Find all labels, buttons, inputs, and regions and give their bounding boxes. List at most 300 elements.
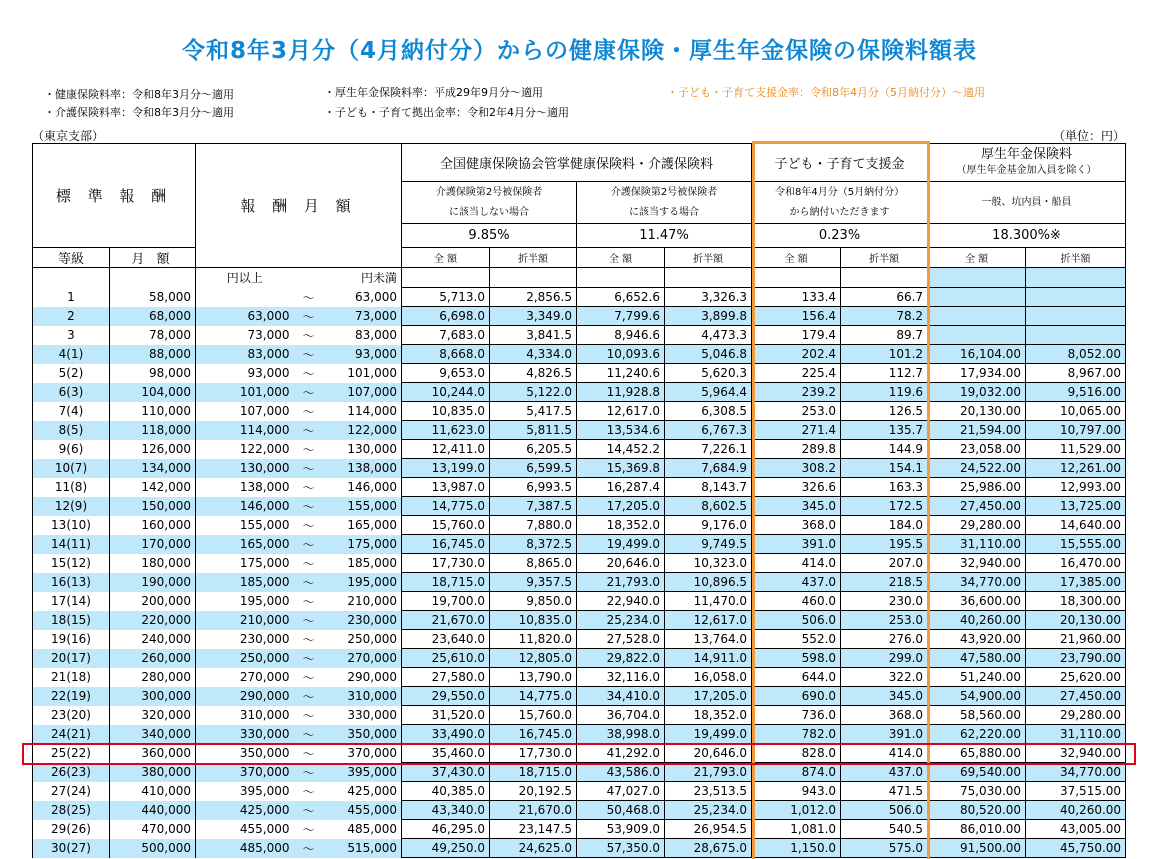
table-row <box>33 402 1126 421</box>
cell-nc-half: 23,147.5 <box>490 820 577 839</box>
cell-nc-half: 16,745.0 <box>490 725 577 744</box>
table-row <box>33 839 1126 858</box>
cell-p-half: 32,940.00 <box>1026 744 1126 763</box>
cell-c-full: 25,234.0 <box>577 611 665 630</box>
cell-to: 395,000 <box>324 763 402 782</box>
cell-ch-full: 644.0 <box>752 668 841 687</box>
cell-c-full: 13,534.6 <box>577 421 665 440</box>
cell-p-full: 58,560.00 <box>928 706 1026 725</box>
cell-ch-half: 506.0 <box>841 801 928 820</box>
cell-nc-full: 29,550.0 <box>402 687 490 706</box>
cell-from: 485,000 <box>196 839 294 858</box>
cell-c-full: 10,093.6 <box>577 345 665 364</box>
cell-tilde: ～ <box>302 670 315 685</box>
cell-nc-full: 25,610.0 <box>402 649 490 668</box>
cell-nc-half: 4,334.0 <box>490 345 577 364</box>
cell-nc-full: 15,760.0 <box>402 516 490 535</box>
cell-nc-full: 13,987.0 <box>402 478 490 497</box>
cell-c-full: 21,793.0 <box>577 573 665 592</box>
cell-tilde: ～ <box>302 632 315 647</box>
cell-from: 185,000 <box>196 573 294 592</box>
cell-nc-full: 18,715.0 <box>402 573 490 592</box>
cell-nc-full: 8,668.0 <box>402 345 490 364</box>
cell-ch-full: 326.6 <box>752 478 841 497</box>
cell-c-half: 5,964.4 <box>665 383 752 402</box>
rate-no-care: 9.85% <box>402 224 577 248</box>
cell-ch-full: 460.0 <box>752 592 841 611</box>
cell-p-full: 24,522.00 <box>928 459 1026 478</box>
table-row <box>33 820 1126 839</box>
caption-c-half-spacer <box>665 268 752 288</box>
note-child-support: ・子ども・子育て支援金率：令和8年4月分（5月納付分）～適用 <box>667 86 985 99</box>
cell-p-half: 45,750.00 <box>1026 839 1126 858</box>
cell-nc-half: 2,856.5 <box>490 288 577 307</box>
cell-tilde: ～ <box>294 307 324 326</box>
note-pension-rate: ・厚生年金保険料率：平成29年9月分～適用 <box>324 86 543 99</box>
cell-ch-full: 133.4 <box>752 288 841 307</box>
table-row <box>33 725 1126 744</box>
table-row <box>33 345 1126 364</box>
header-nc-full: 全 額 <box>402 248 490 268</box>
cell-c-full: 12,617.0 <box>577 402 665 421</box>
cell-from: 93,000 <box>196 364 294 383</box>
cell-monthly: 320,000 <box>110 706 196 725</box>
table-row <box>33 535 1126 554</box>
cell-from: 290,000 <box>196 687 294 706</box>
cell-c-half: 6,767.3 <box>665 421 752 440</box>
page-title: 令和8年3月分（4月納付分）からの健康保険・厚生年金保険の保険料額表 <box>181 38 977 64</box>
cell-tilde: ～ <box>294 459 324 478</box>
cell-grade: 17(14) <box>33 592 110 611</box>
cell-ch-full: 874.0 <box>752 763 841 782</box>
cell-p-full: 91,500.00 <box>928 839 1026 858</box>
cell-ch-full: 943.0 <box>752 782 841 801</box>
header-no-care-line1: 介護保険第2号被保険者 <box>435 186 543 198</box>
cell-p-full: 36,600.00 <box>928 592 1026 611</box>
cell-from: 83,000 <box>196 345 294 364</box>
cell-monthly: 78,000 <box>110 326 196 345</box>
cell-c-full: 38,998.0 <box>577 725 665 744</box>
cell-c-half: 21,793.0 <box>665 763 752 782</box>
cell-grade: 5(2) <box>33 364 110 383</box>
header-c-half: 折半額 <box>665 248 752 268</box>
cell-ch-half: 253.0 <box>841 611 928 630</box>
cell-nc-full: 10,244.0 <box>402 383 490 402</box>
cell-c-half: 14,911.0 <box>665 649 752 668</box>
cell-p-half: 15,555.00 <box>1026 535 1126 554</box>
cell-nc-full: 35,460.0 <box>402 744 490 763</box>
header-no-care <box>402 182 577 224</box>
cell-grade: 13(10) <box>33 516 110 535</box>
cell-p-full: 19,032.00 <box>928 383 1026 402</box>
cell-ch-half: 540.5 <box>841 820 928 839</box>
cell-ch-full: 736.0 <box>752 706 841 725</box>
cell-to: 155,000 <box>324 497 402 516</box>
cell-nc-full: 12,411.0 <box>402 440 490 459</box>
cell-ch-half: 89.7 <box>841 326 928 345</box>
cell-nc-full: 31,520.0 <box>402 706 490 725</box>
header-pension-sub: （厚生年金基金加入員を除く） <box>956 164 1097 176</box>
cell-grade: 1 <box>33 288 110 307</box>
cell-c-half: 28,675.0 <box>665 839 752 858</box>
header-remuneration-monthly: 報 酬 月 額 <box>196 144 402 268</box>
cell-monthly: 190,000 <box>110 573 196 592</box>
cell-c-half: 7,226.1 <box>665 440 752 459</box>
cell-from <box>196 288 294 307</box>
table-row <box>33 630 1126 649</box>
cell-p-full: 75,030.00 <box>928 782 1026 801</box>
cell-grade: 24(21) <box>33 725 110 744</box>
caption-to: 円未満 <box>324 268 402 288</box>
cell-nc-half: 11,820.0 <box>490 630 577 649</box>
cell-ch-half: 119.6 <box>841 383 928 402</box>
cell-ch-half: 207.0 <box>841 554 928 573</box>
cell-c-full: 32,116.0 <box>577 668 665 687</box>
cell-p-full: 29,280.00 <box>928 516 1026 535</box>
cell-ch-full: 308.2 <box>752 459 841 478</box>
table-row <box>33 326 1126 345</box>
cell-grade: 20(17) <box>33 649 110 668</box>
cell-p-full: 40,260.00 <box>928 611 1026 630</box>
cell-to: 230,000 <box>324 611 402 630</box>
cell-monthly: 118,000 <box>110 421 196 440</box>
cell-grade: 6(3) <box>33 383 110 402</box>
cell-monthly: 104,000 <box>110 383 196 402</box>
cell-grade: 2 <box>33 307 110 326</box>
cell-p-full <box>928 288 1026 307</box>
cell-nc-full: 27,580.0 <box>402 668 490 687</box>
cell-to: 83,000 <box>324 326 402 345</box>
cell-c-full: 7,799.6 <box>577 307 665 326</box>
cell-c-half: 6,308.5 <box>665 402 752 421</box>
cell-from: 122,000 <box>196 440 294 459</box>
cell-c-full: 41,292.0 <box>577 744 665 763</box>
cell-p-full: 23,058.00 <box>928 440 1026 459</box>
table-row <box>33 440 1126 459</box>
cell-tilde: ～ <box>302 708 315 723</box>
cell-p-half <box>1026 288 1126 307</box>
cell-c-full: 8,946.6 <box>577 326 665 345</box>
cell-ch-full: 391.0 <box>752 535 841 554</box>
cell-ch-full: 828.0 <box>752 744 841 763</box>
table-row <box>33 782 1126 801</box>
cell-nc-half: 4,826.5 <box>490 364 577 383</box>
cell-tilde: ～ <box>294 611 324 630</box>
cell-to: 185,000 <box>324 554 402 573</box>
cell-c-half: 5,046.8 <box>665 345 752 364</box>
cell-c-half: 25,234.0 <box>665 801 752 820</box>
cell-ch-half: 437.0 <box>841 763 928 782</box>
cell-ch-full: 414.0 <box>752 554 841 573</box>
cell-c-full: 6,652.6 <box>577 288 665 307</box>
cell-tilde: ～ <box>302 290 315 305</box>
cell-from: 114,000 <box>196 421 294 440</box>
cell-nc-half: 9,850.0 <box>490 592 577 611</box>
cell-nc-half: 6,205.5 <box>490 440 577 459</box>
cell-monthly: 260,000 <box>110 649 196 668</box>
cell-p-half: 18,300.00 <box>1026 592 1126 611</box>
cell-nc-full: 17,730.0 <box>402 554 490 573</box>
cell-to: 130,000 <box>324 440 402 459</box>
cell-ch-full: 202.4 <box>752 345 841 364</box>
cell-p-full: 62,220.00 <box>928 725 1026 744</box>
cell-nc-full: 5,713.0 <box>402 288 490 307</box>
cell-monthly: 58,000 <box>110 288 196 307</box>
cell-c-full: 50,468.0 <box>577 801 665 820</box>
cell-to: 101,000 <box>324 364 402 383</box>
cell-ch-full: 289.8 <box>752 440 841 459</box>
cell-p-half: 8,967.00 <box>1026 364 1126 383</box>
cell-nc-full: 46,295.0 <box>402 820 490 839</box>
cell-c-half: 12,617.0 <box>665 611 752 630</box>
cell-nc-half: 9,357.5 <box>490 573 577 592</box>
cell-nc-full: 10,835.0 <box>402 402 490 421</box>
cell-to: 270,000 <box>324 649 402 668</box>
header-care <box>577 182 752 224</box>
cell-c-half: 20,646.0 <box>665 744 752 763</box>
cell-monthly: 360,000 <box>110 744 196 763</box>
cell-ch-half: 163.3 <box>841 478 928 497</box>
cell-nc-half: 18,715.0 <box>490 763 577 782</box>
cell-monthly: 68,000 <box>110 307 196 326</box>
cell-p-half: 40,260.00 <box>1026 801 1126 820</box>
cell-ch-full: 156.4 <box>752 307 841 326</box>
table-row <box>33 687 1126 706</box>
cell-nc-half: 8,372.5 <box>490 535 577 554</box>
cell-c-full: 47,027.0 <box>577 782 665 801</box>
cell-grade: 12(9) <box>33 497 110 516</box>
cell-to: 425,000 <box>324 782 402 801</box>
cell-nc-half: 20,192.5 <box>490 782 577 801</box>
cell-c-full: 57,350.0 <box>577 839 665 858</box>
cell-ch-half: 218.5 <box>841 573 928 592</box>
cell-to: 107,000 <box>324 383 402 402</box>
table-row <box>33 763 1126 782</box>
cell-ch-full: 552.0 <box>752 630 841 649</box>
cell-ch-half: 322.0 <box>841 668 928 687</box>
table-row <box>33 307 1126 326</box>
cell-c-full: 11,240.6 <box>577 364 665 383</box>
cell-from: 73,000 <box>196 326 294 345</box>
cell-ch-half: 575.0 <box>841 839 928 858</box>
table-row <box>33 383 1126 402</box>
cell-p-half <box>1026 307 1126 326</box>
cell-p-full: 86,010.00 <box>928 820 1026 839</box>
header-child-sub <box>752 182 928 224</box>
cell-c-half: 19,499.0 <box>665 725 752 744</box>
header-pension-type: 一般、坑内員・船員 <box>928 182 1126 224</box>
caption-nc-half-spacer <box>490 268 577 288</box>
caption-ch-full-spacer <box>752 268 841 288</box>
table-row <box>33 421 1126 440</box>
cell-c-full: 43,586.0 <box>577 763 665 782</box>
cell-nc-half: 3,841.5 <box>490 326 577 345</box>
cell-c-full: 17,205.0 <box>577 497 665 516</box>
cell-grade: 28(25) <box>33 801 110 820</box>
rate-pension: 18.300%※ <box>928 224 1126 248</box>
cell-p-half: 14,640.00 <box>1026 516 1126 535</box>
cell-ch-half: 276.0 <box>841 630 928 649</box>
cell-nc-full: 33,490.0 <box>402 725 490 744</box>
header-p-full: 全 額 <box>928 248 1026 268</box>
table-row <box>33 497 1126 516</box>
header-no-care-line2: に該当しない場合 <box>449 206 530 218</box>
cell-c-half: 10,323.0 <box>665 554 752 573</box>
header-standard-remuneration: 標 準 報 酬 <box>33 144 196 248</box>
cell-p-half: 9,516.00 <box>1026 383 1126 402</box>
cell-ch-half: 471.5 <box>841 782 928 801</box>
cell-nc-half: 17,730.0 <box>490 744 577 763</box>
header-grade: 等級 <box>33 248 110 268</box>
cell-nc-half: 14,775.0 <box>490 687 577 706</box>
cell-c-half: 3,326.3 <box>665 288 752 307</box>
cell-c-half: 8,143.7 <box>665 478 752 497</box>
cell-c-full: 14,452.2 <box>577 440 665 459</box>
cell-ch-full: 271.4 <box>752 421 841 440</box>
cell-p-full: 17,934.00 <box>928 364 1026 383</box>
cell-ch-full: 253.0 <box>752 402 841 421</box>
caption-p-full-spacer <box>928 268 1026 288</box>
cell-c-half: 8,602.5 <box>665 497 752 516</box>
cell-grade: 27(24) <box>33 782 110 801</box>
cell-ch-half: 230.0 <box>841 592 928 611</box>
cell-p-full <box>928 307 1026 326</box>
cell-c-full: 16,287.4 <box>577 478 665 497</box>
cell-c-half: 9,176.0 <box>665 516 752 535</box>
cell-p-half: 27,450.00 <box>1026 687 1126 706</box>
cell-grade: 9(6) <box>33 440 110 459</box>
cell-c-full: 29,822.0 <box>577 649 665 668</box>
cell-tilde: ～ <box>294 421 324 440</box>
cell-p-full: 32,940.00 <box>928 554 1026 573</box>
cell-c-half: 5,620.3 <box>665 364 752 383</box>
cell-p-full: 51,240.00 <box>928 668 1026 687</box>
cell-tilde: ～ <box>294 763 324 782</box>
note-health-rate: ・健康保険料率：令和8年3月分～適用 <box>44 88 234 101</box>
cell-nc-full: 40,385.0 <box>402 782 490 801</box>
cell-ch-half: 391.0 <box>841 725 928 744</box>
cell-to: 250,000 <box>324 630 402 649</box>
cell-nc-full: 37,430.0 <box>402 763 490 782</box>
cell-from: 425,000 <box>196 801 294 820</box>
cell-p-half: 23,790.00 <box>1026 649 1126 668</box>
cell-grade: 15(12) <box>33 554 110 573</box>
cell-to: 370,000 <box>324 744 402 763</box>
cell-tilde: ～ <box>294 801 324 820</box>
header-child-sub-line2: から納付いただきます <box>789 206 890 218</box>
cell-monthly: 200,000 <box>110 592 196 611</box>
cell-p-half: 10,797.00 <box>1026 421 1126 440</box>
cell-monthly: 410,000 <box>110 782 196 801</box>
header-care-line2: に該当する場合 <box>629 206 700 218</box>
cell-monthly: 220,000 <box>110 611 196 630</box>
cell-monthly: 150,000 <box>110 497 196 516</box>
cell-to: 73,000 <box>324 307 402 326</box>
header-child-group: 子ども・子育て支援金 <box>752 144 928 182</box>
branch-label: （東京支部） <box>32 129 105 143</box>
cell-nc-full: 6,698.0 <box>402 307 490 326</box>
cell-nc-full: 13,199.0 <box>402 459 490 478</box>
cell-from: 370,000 <box>196 763 294 782</box>
cell-grade: 8(5) <box>33 421 110 440</box>
cell-to: 146,000 <box>324 478 402 497</box>
cell-ch-full: 782.0 <box>752 725 841 744</box>
cell-from: 175,000 <box>196 554 294 573</box>
cell-grade: 22(19) <box>33 687 110 706</box>
cell-c-half: 13,764.0 <box>665 630 752 649</box>
cell-p-full: 21,594.00 <box>928 421 1026 440</box>
cell-p-half: 13,725.00 <box>1026 497 1126 516</box>
cell-ch-half: 154.1 <box>841 459 928 478</box>
cell-to: 114,000 <box>324 402 402 421</box>
cell-ch-full: 239.2 <box>752 383 841 402</box>
cell-grade: 16(13) <box>33 573 110 592</box>
table-row <box>33 364 1126 383</box>
cell-p-half: 16,470.00 <box>1026 554 1126 573</box>
cell-from: 330,000 <box>196 725 294 744</box>
cell-tilde: ～ <box>302 366 315 381</box>
cell-nc-half: 7,880.0 <box>490 516 577 535</box>
cell-nc-half: 6,599.5 <box>490 459 577 478</box>
cell-nc-full: 14,775.0 <box>402 497 490 516</box>
header-pension-title: 厚生年金保険料 <box>981 146 1073 162</box>
cell-to: 175,000 <box>324 535 402 554</box>
cell-tilde: ～ <box>294 839 324 858</box>
cell-tilde: ～ <box>302 442 315 457</box>
note-child-contribution: ・子ども・子育て拠出金率：令和2年4月分～適用 <box>324 106 569 119</box>
caption-nc-full-spacer <box>402 268 490 288</box>
cell-tilde: ～ <box>302 518 315 533</box>
cell-from: 195,000 <box>196 592 294 611</box>
cell-ch-half: 101.2 <box>841 345 928 364</box>
cell-from: 270,000 <box>196 668 294 687</box>
cell-to: 195,000 <box>324 573 402 592</box>
cell-monthly: 440,000 <box>110 801 196 820</box>
table-row <box>33 668 1126 687</box>
cell-monthly: 500,000 <box>110 839 196 858</box>
cell-from: 230,000 <box>196 630 294 649</box>
cell-p-full: 34,770.00 <box>928 573 1026 592</box>
cell-grade: 19(16) <box>33 630 110 649</box>
cell-from: 155,000 <box>196 516 294 535</box>
cell-nc-full: 21,670.0 <box>402 611 490 630</box>
cell-p-full: 27,450.00 <box>928 497 1026 516</box>
cell-p-half: 25,620.00 <box>1026 668 1126 687</box>
header-c-full: 全 額 <box>577 248 665 268</box>
cell-c-full: 36,704.0 <box>577 706 665 725</box>
cell-ch-full: 368.0 <box>752 516 841 535</box>
rate-care: 11.47% <box>577 224 752 248</box>
cell-monthly: 126,000 <box>110 440 196 459</box>
cell-ch-half: 172.5 <box>841 497 928 516</box>
cell-grade: 23(20) <box>33 706 110 725</box>
cell-tilde: ～ <box>294 345 324 364</box>
cell-nc-half: 10,835.0 <box>490 611 577 630</box>
cell-to: 455,000 <box>324 801 402 820</box>
cell-c-full: 22,940.0 <box>577 592 665 611</box>
cell-c-full: 34,410.0 <box>577 687 665 706</box>
cell-nc-half: 13,790.0 <box>490 668 577 687</box>
table-row <box>33 801 1126 820</box>
cell-p-full: 47,580.00 <box>928 649 1026 668</box>
cell-to: 93,000 <box>324 345 402 364</box>
header-nc-half: 折半額 <box>490 248 577 268</box>
cell-nc-half: 8,865.0 <box>490 554 577 573</box>
cell-c-half: 17,205.0 <box>665 687 752 706</box>
header-care-line1: 介護保険第2号被保険者 <box>610 186 718 198</box>
header-p-half: 折半額 <box>1026 248 1126 268</box>
cell-from: 165,000 <box>196 535 294 554</box>
